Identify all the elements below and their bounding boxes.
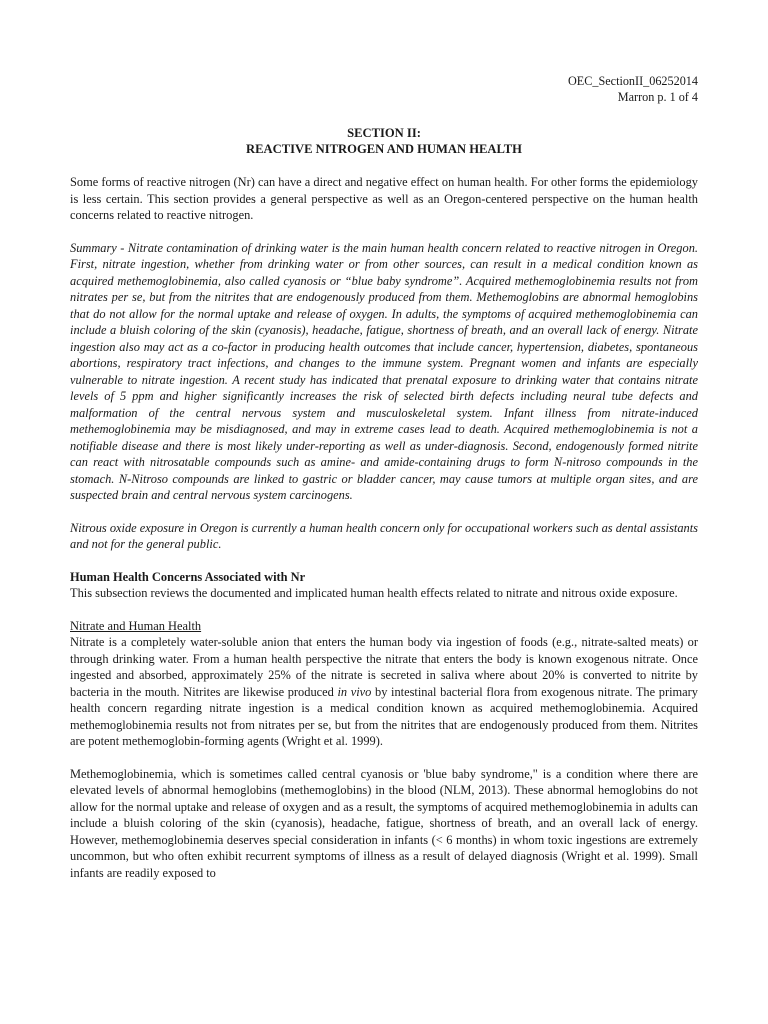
concerns-paragraph: This subsection reviews the documented and implicated human health effects related to nitrate and nitrous oxide exposure.: [70, 586, 678, 600]
intro-paragraph: Some forms of reactive nitrogen (Nr) can have a direct and negative effect on human health. For other forms the epidemiology is less certain. This section provides a general perspective as well as an Oregon-centered perspective on the human health concerns related to reactive nitrogen.: [70, 175, 698, 222]
concerns-heading: Human Health Concerns Associated with Nr: [70, 569, 306, 584]
summary-paragraph: Summary - Nitrate contamination of drinking water is the main human health concern related to reactive nitrogen in Oregon. First, nitrate ingestion, whether from drinking water or from other sources, can result in a medical condition known as acquired methemoglobinemia, also called cyanosis or “blue baby syndrome”. Acquired methemoglobinemia results not from nitrates per se, but from the nitrites that are endogenously produced from them. Methemoglobins are abnormal hemoglobins that do not allow for the normal uptake and release of oxygen. In adults, the symptoms of acquired methemoglobinemia can include a bluish coloring of the skin (cyanosis), headache, fatigue, shortness of breath, and an overall lack of energy. Nitrate ingestion also may act as a co-factor in producing health outcomes that include cancer, hypertension, diabetes, spontaneous abortions, respiratory tract infections, and changes to the immune system. Pregnant women and infants are especially vulnerable to nitrate ingestion. A recent study has indicated that prenatal exposure to drinking water that contains nitrate levels of 5 ppm and higher significantly increases the risk of selected birth defects including neural tube defects and malformation of the central nervous system and musculoskeletal system. Infant illness from nitrate-induced methemoglobinemia may be misdiagnosed, and may in extreme cases lead to death. Acquired methemoglobinemia is not a notifiable disease and there is most likely under-reporting as well as under-diagnosis. Second, endogenously formed nitrite can react with nitrosatable compounds such as amine- and amide-containing drugs to form N-nitroso compounds in the stomach. N-Nitroso compounds are linked to gastric or bladder cancer, may cause tumors at multiple organ sites, and are suspected brain and central nervous system carcinogens.: [70, 240, 698, 502]
concerns-subsection: [70, 569, 698, 602]
page-number: Marron p. 1 of 4: [617, 89, 698, 104]
nitrate-heading: Nitrate and Human Health: [70, 618, 202, 633]
nitrate-paragraph-1: [70, 634, 698, 750]
nitrate-subsection: [70, 618, 698, 882]
page-header: [70, 74, 698, 105]
section-title: [70, 125, 698, 157]
document-id: OEC_SectionII_06252014: [568, 74, 698, 88]
document-page: [70, 74, 698, 897]
nitrous-oxide-note: Nitrous oxide exposure in Oregon is currently a human health concern only for occupational workers such as dental assistants and not for the general public.: [70, 520, 698, 551]
nitrate-p1-part-b: by intestinal bacterial flora from exogenous nitrate. The primary health concern regarding nitrate ingestion is a medical condition known as acquired methemoglobinemia. Acquired methemoglobinemia results not from nitrates per se, but from the nitrites that are endogenously produced from them. Nitrites are potent methemoglobin-forming agents (Wright et al. 1999).: [70, 684, 698, 748]
nitrate-paragraph-2: Methemoglobinemia, which is sometimes called central cyanosis or 'blue baby syndrome," is a condition where there are elevated levels of abnormal hemoglobins (methemoglobins) in the blood (NLM, 2013). These abnormal hemoglobins do not allow for the normal uptake and release of oxygen and as a result, the symptoms of acquired methemoglobinemia in adults can include a bluish coloring of the skin (cyanosis), headache, fatigue, shortness of breath, and an overall lack of energy. However, methemoglobinemia deserves special consideration in infants (< 6 months) in whom toxic ingestions are extremely uncommon, but who often exhibit recurrent symptoms of illness as a result of delayed diagnosis (Wright et al. 1999). Small infants are readily exposed to: [70, 766, 698, 880]
section-heading: REACTIVE NITROGEN AND HUMAN HEALTH: [246, 142, 522, 156]
in-vivo-term: in vivo: [337, 684, 372, 699]
nitrate-p1-part-a: Nitrate is a completely water-soluble anion that enters the human body via ingestion of foods (e.g., nitrate-salted meats) or through drinking water. From a human health perspective the nitrate that enters the body is known exogenous nitrate. Once ingested and absorbed, approximately 25% of the nitrate is secreted in saliva where about 20% is converted to nitrite by bacteria in the mouth. Nitrites are likewise produced: [70, 635, 698, 699]
section-number: SECTION II:: [347, 126, 421, 140]
